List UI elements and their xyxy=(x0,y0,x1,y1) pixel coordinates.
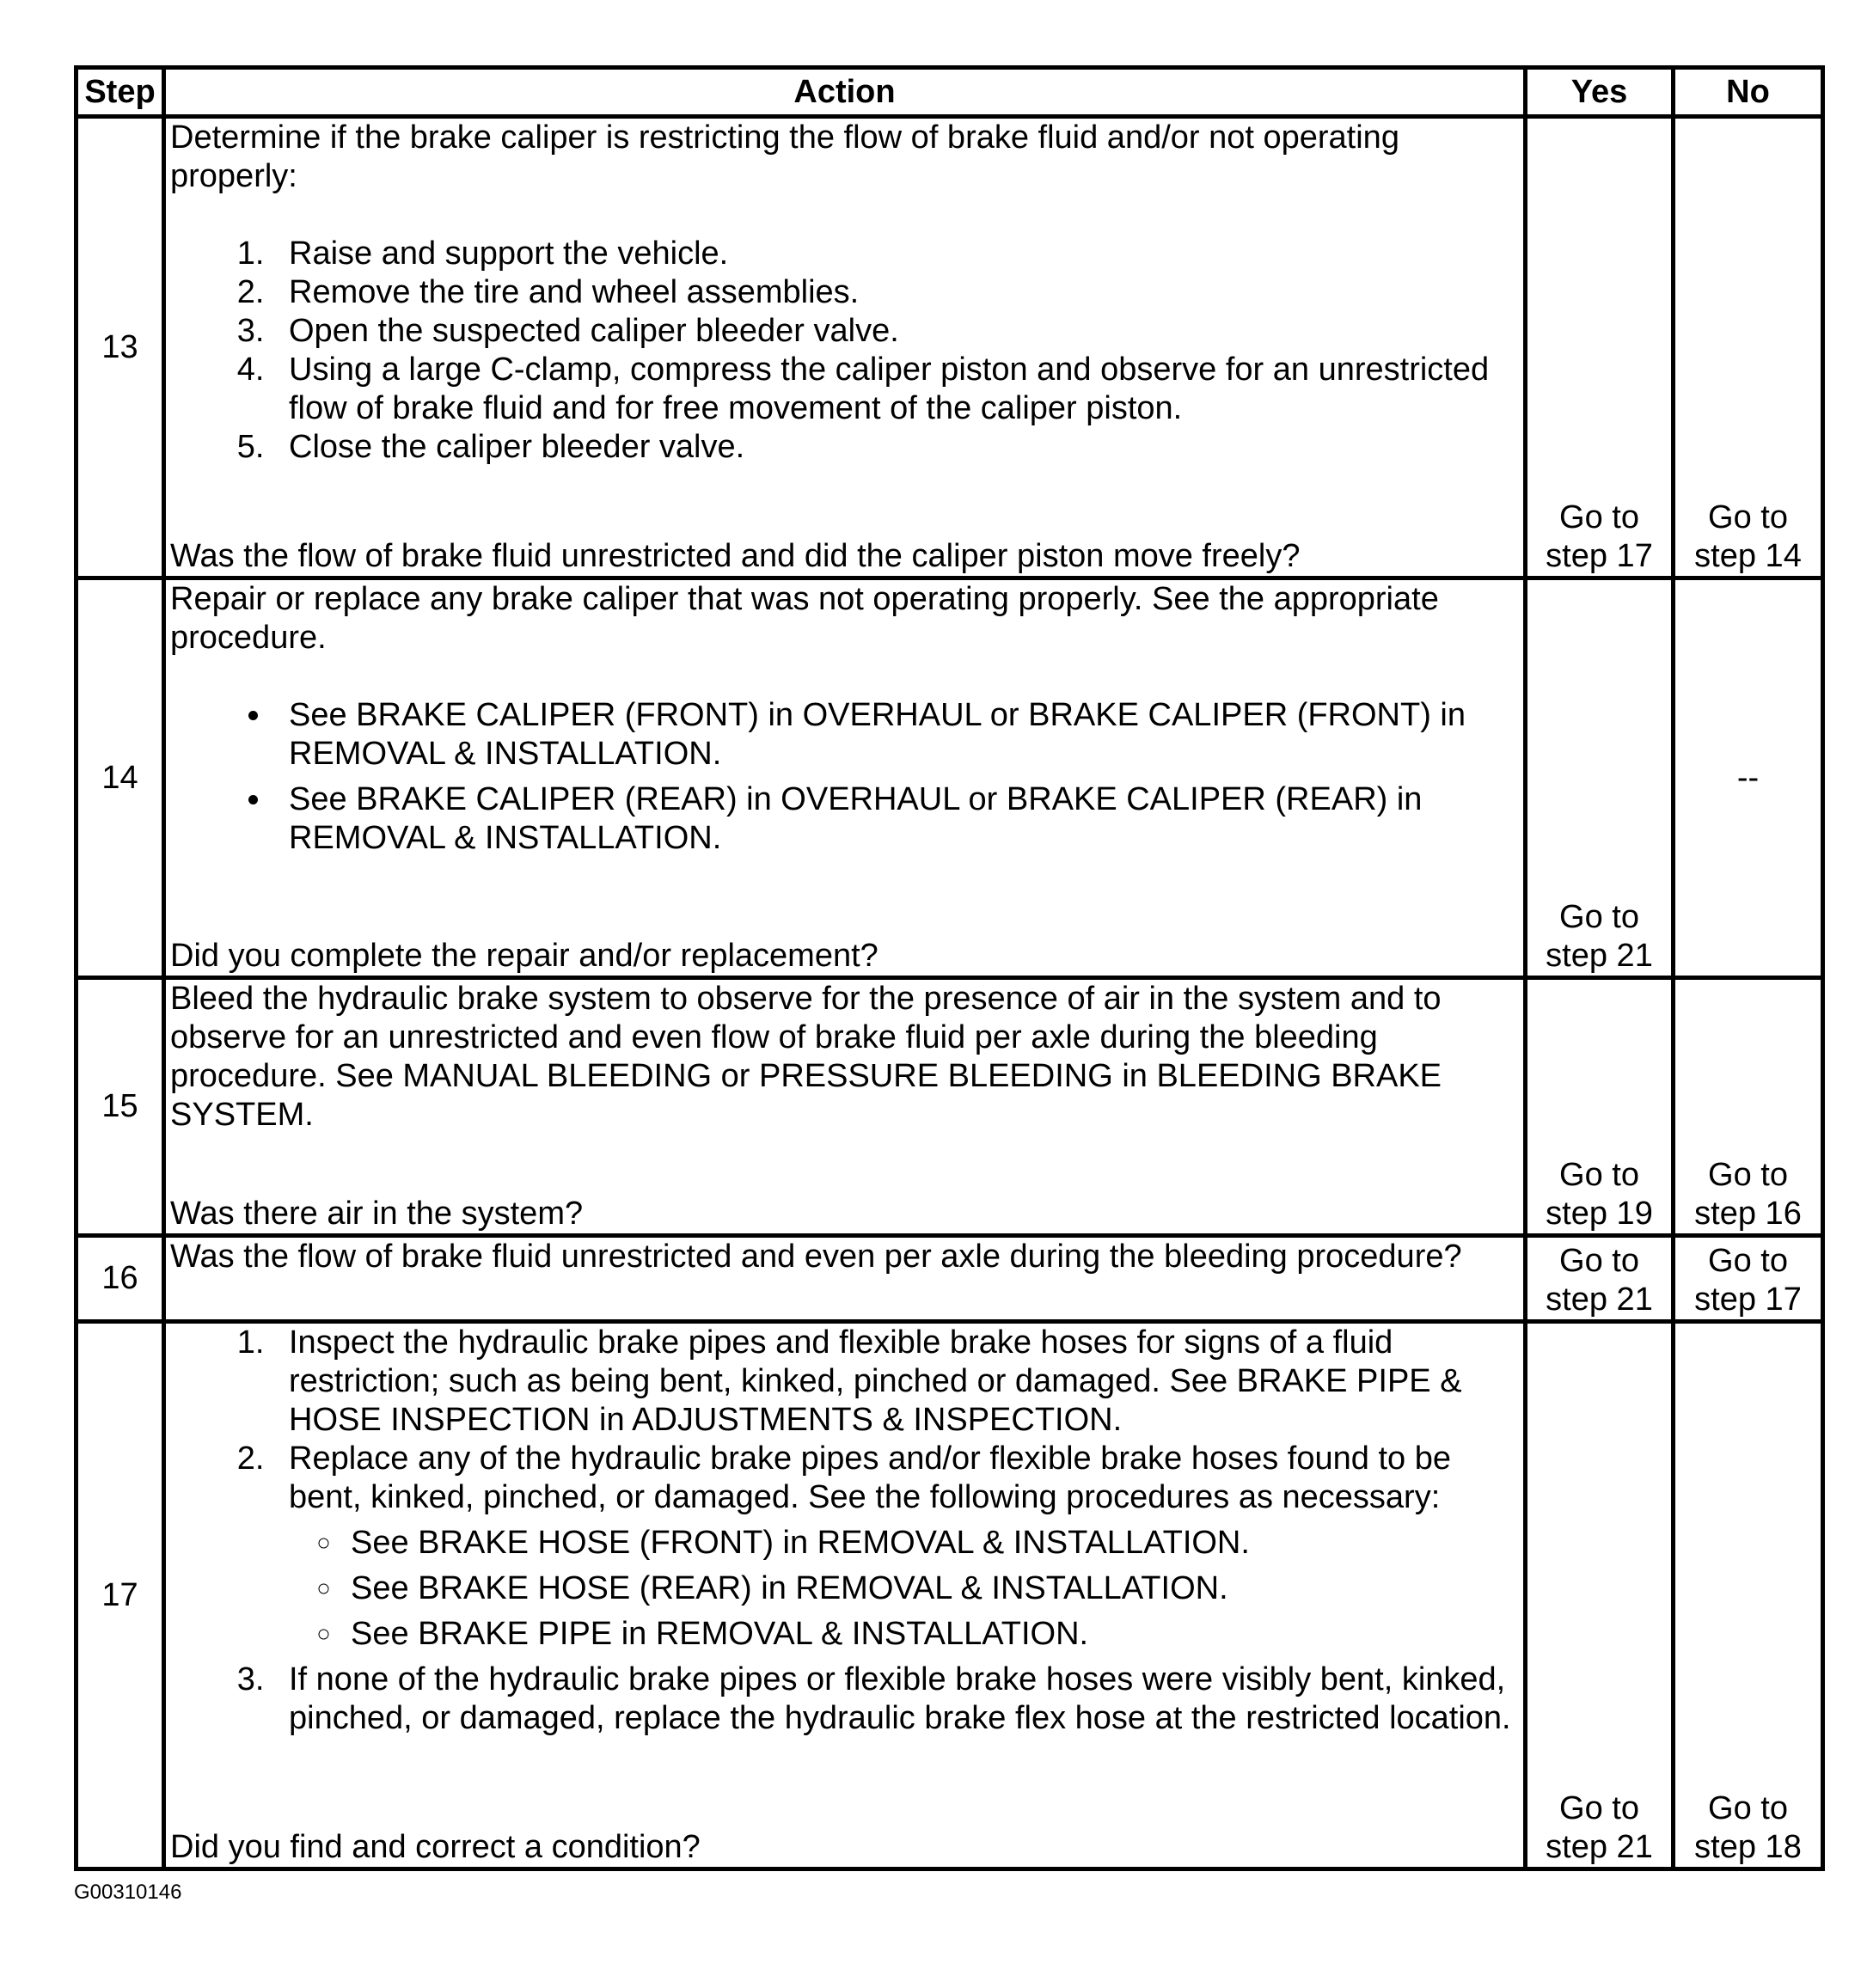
table-row xyxy=(77,578,1823,978)
yes-answer: Go to step 21 xyxy=(1546,1243,1653,1318)
no-answer: Go to step 16 xyxy=(1694,1157,1802,1232)
step-number: 16 xyxy=(77,1236,164,1322)
step-number: 17 xyxy=(77,1322,164,1869)
no-cell xyxy=(1674,1236,1823,1322)
yes-cell xyxy=(1526,978,1674,1236)
list-item: 4. Using a large C-clamp, compress the caliper piston and observe for an unrestricted flow of brake fluid and for free movement of the caliper piston. xyxy=(273,351,1519,428)
action-question: Did you find and correct a condition? xyxy=(170,1829,701,1865)
step-number: 13 xyxy=(77,117,164,578)
list-item: 3. If none of the hydraulic brake pipes or flexible brake hoses were visibly bent, kinked, pinched, or damaged, replace the hydraulic brake flex hose at the restricted location. xyxy=(273,1661,1519,1738)
list-item: • See BRAKE CALIPER (FRONT) in OVERHAUL or BRAKE CALIPER (FRONT) in REMOVAL & INSTALLATION. xyxy=(273,696,1519,774)
action-cell xyxy=(164,578,1526,978)
procedure-list xyxy=(170,696,1519,858)
yes-cell xyxy=(1526,117,1674,578)
list-item-text: Replace any of the hydraulic brake pipes and/or flexible brake hoses found to be bent, kinked, pinched, or damaged. See the following procedures as necessary: xyxy=(289,1441,1451,1515)
no-cell xyxy=(1674,117,1823,578)
no-answer: -- xyxy=(1736,759,1760,796)
header-yes: Yes xyxy=(1526,68,1674,117)
header-row xyxy=(77,68,1823,117)
procedure-list xyxy=(170,235,1519,467)
action-intro: Determine if the brake caliper is restricting the flow of brake fluid and/or not operating properly: xyxy=(170,119,1399,194)
list-item: 2. Remove the tire and wheel assemblies. xyxy=(273,273,1519,312)
step-number: 14 xyxy=(77,578,164,978)
sub-list xyxy=(289,1524,1519,1654)
table-row xyxy=(77,1322,1823,1869)
yes-cell xyxy=(1526,1236,1674,1322)
no-answer: Go to step 14 xyxy=(1694,499,1802,574)
yes-answer: Go to step 21 xyxy=(1546,1790,1653,1865)
table-row xyxy=(77,117,1823,578)
action-intro: Bleed the hydraulic brake system to observe for the presence of air in the system and to observe for an unrestricted and even flow of brake fluid per axle during the bleeding procedure. See MANUAL BLEEDING or PRESSURE BLEEDING in BLEEDING BRAKE SYSTEM. xyxy=(170,981,1442,1133)
yes-cell xyxy=(1526,1322,1674,1869)
action-cell xyxy=(164,117,1526,578)
list-item xyxy=(273,1440,1519,1654)
header-no: No xyxy=(1674,68,1823,117)
sub-list-item: ◦ See BRAKE PIPE in REMOVAL & INSTALLATION. xyxy=(344,1615,1519,1654)
no-answer: Go to step 18 xyxy=(1694,1790,1802,1865)
figure-id: G00310146 xyxy=(74,1881,182,1904)
action-question: Was there air in the system? xyxy=(170,1196,584,1232)
table-row xyxy=(77,1236,1823,1322)
list-item: 1. Inspect the hydraulic brake pipes and flexible brake hoses for signs of a fluid restriction; such as being bent, kinked, pinched or damaged. See BRAKE PIPE & HOSE INSPECTION in ADJUSTMENTS & INSPECTION. xyxy=(273,1324,1519,1440)
list-item: 1. Raise and support the vehicle. xyxy=(273,235,1519,273)
table-row xyxy=(77,978,1823,1236)
sub-list-item: ◦ See BRAKE HOSE (FRONT) in REMOVAL & INSTALLATION. xyxy=(344,1524,1519,1563)
action-cell xyxy=(164,978,1526,1236)
list-item: 3. Open the suspected caliper bleeder valve. xyxy=(273,312,1519,351)
list-item: • See BRAKE CALIPER (REAR) in OVERHAUL or BRAKE CALIPER (REAR) in REMOVAL & INSTALLATION. xyxy=(273,780,1519,858)
action-question: Was the flow of brake fluid unrestricted and did the caliper piston move freely? xyxy=(170,538,1301,574)
no-cell xyxy=(1674,978,1823,1236)
procedure-list xyxy=(170,1324,1519,1738)
yes-cell xyxy=(1526,578,1674,978)
action-question: Did you complete the repair and/or replacement? xyxy=(170,938,878,974)
action-cell xyxy=(164,1322,1526,1869)
no-answer: Go to step 17 xyxy=(1694,1243,1802,1318)
diagnostic-table xyxy=(74,65,1825,1871)
action-intro: Repair or replace any brake caliper that was not operating properly. See the appropriate procedure. xyxy=(170,581,1439,656)
no-cell xyxy=(1674,1322,1823,1869)
step-number: 15 xyxy=(77,978,164,1236)
header-action: Action xyxy=(164,68,1526,117)
yes-answer: Go to step 21 xyxy=(1546,899,1653,974)
no-cell xyxy=(1674,578,1823,978)
sub-list-item: ◦ See BRAKE HOSE (REAR) in REMOVAL & INSTALLATION. xyxy=(344,1569,1519,1608)
header-step: Step xyxy=(77,68,164,117)
yes-answer: Go to step 19 xyxy=(1546,1157,1653,1232)
list-item: 5. Close the caliper bleeder valve. xyxy=(273,428,1519,467)
yes-answer: Go to step 17 xyxy=(1546,499,1653,574)
action-cell xyxy=(164,1236,1526,1322)
action-question: Was the flow of brake fluid unrestricted and even per axle during the bleeding procedure? xyxy=(170,1239,1462,1275)
